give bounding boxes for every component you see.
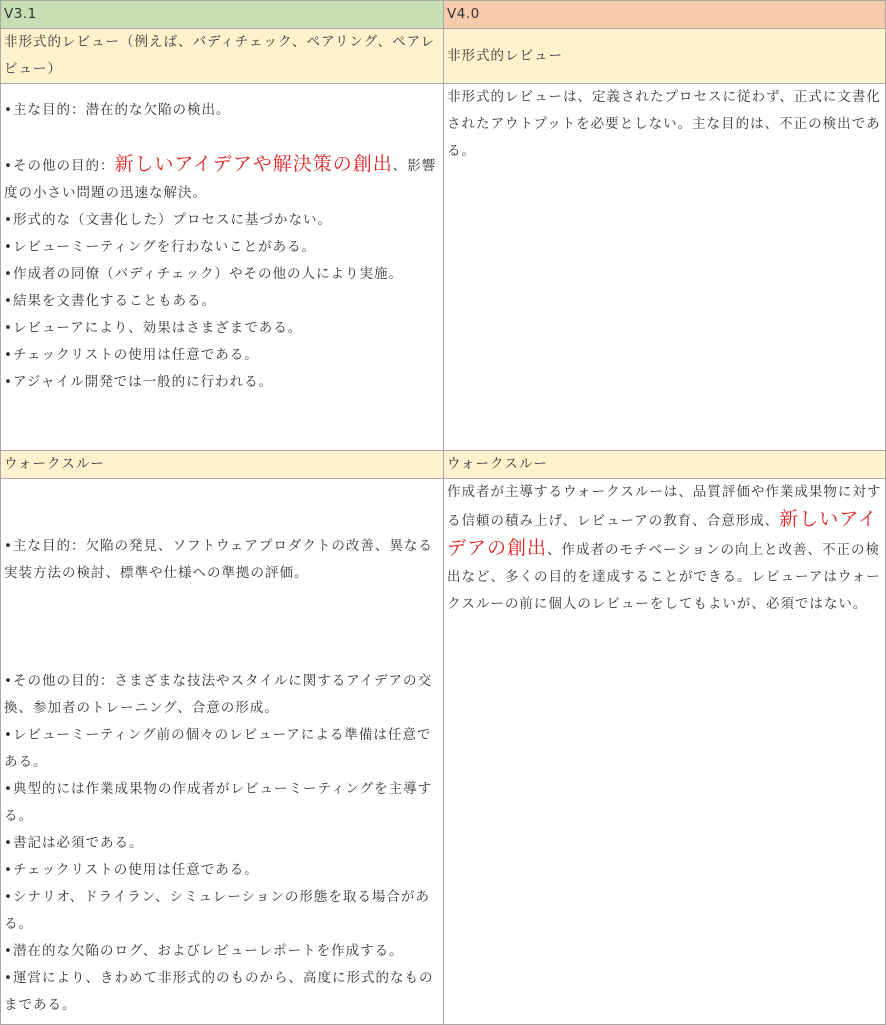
walkthrough-bullet: •主な目的：欠陥の発見、ソフトウェアプロダクトの改善、異なる実装方法の検討、標準や仕様への準拠の評価。 (4, 538, 433, 581)
informal-bullet: •レビューアにより、効果はさまざまである。 (4, 320, 303, 336)
v40-walkthrough-title: ウォークスルー (444, 451, 886, 479)
informal-bullet: •レビューミーティングを行わないことがある。 (4, 239, 317, 255)
v31-informal-content (1, 84, 444, 451)
v40-walkthrough-content (444, 479, 886, 1025)
walkthrough-content-row (1, 479, 886, 1025)
v31-header: V3.1 (1, 1, 444, 29)
walkthrough-bullet: •レビューミーティング前の個々のレビューアによる準備は任意である。 (4, 727, 432, 770)
v40-informal-title: 非形式的レビュー (444, 29, 886, 84)
version-header-row (1, 1, 886, 29)
walkthrough-title-row (1, 451, 886, 479)
v40-informal-text: 非形式的レビューは、定義されたプロセスに従わず、正式に文書化されたアウトプットを必要としない。主な目的は、不正の検出である。 (447, 89, 881, 159)
informal-bullet: •主な目的：潜在的な欠陥の検出。 (4, 102, 231, 118)
v31-informal-title: 非形式的レビュー（例えば、バディチェック、ペアリング、ペアレビュー） (1, 29, 444, 84)
informal-bullet: •チェックリストの使用は任意である。 (4, 347, 259, 363)
walkthrough-bullet: •潜在的な欠陥のログ、およびレビューレポートを作成する。 (4, 943, 404, 959)
v31-walkthrough-content (1, 479, 444, 1025)
v40-header: V4.0 (444, 1, 886, 29)
v40-informal-content (444, 84, 886, 451)
walkthrough-bullet: •典型的には作業成果物の作成者がレビューミーティングを主導する。 (4, 781, 433, 824)
informal-bullet: •アジャイル開発では一般的に行われる。 (4, 374, 274, 390)
walkthrough-bullet: •書記は必須である。 (4, 835, 144, 851)
walkthrough-bullet: •運営により、きわめて非形式的のものから、高度に形式的なものまである。 (4, 970, 434, 1013)
v40-walkthrough-text: 作成者が主導するウォークスルーは、品質評価や作業成果物に対する信頼の積み上げ、レビューアの教育、合意形成、新しいアイデアの創出、作成者のモチベーションの向上と改善、不正の検出など、多くの目的を達成することができる。レビューアはウォークスルーの前に個人のレビューをしてもよいが、必須ではない。 (447, 484, 882, 612)
informal-bullet: •作成者の同僚（バディチェック）やその他の人により実施。 (4, 266, 403, 282)
highlight-new-ideas: 新しいアイデアや解決策の創出 (114, 153, 393, 175)
highlight-new-ideas: 新しいアイデアの創出 (447, 508, 878, 559)
walkthrough-bullet: •シナリオ、ドライラン、シミュレーションの形態を取る場合がある。 (4, 889, 430, 932)
informal-bullet: •結果を文書化することもある。 (4, 293, 216, 309)
walkthrough-bullet: •その他の目的：さまざまな技法やスタイルに関するアイデアの交換、参加者のトレーニング、合意の形成。 (4, 673, 432, 716)
informal-review-content-row (1, 84, 886, 451)
informal-bullet: •形式的な（文書化した）プロセスに基づかない。 (4, 212, 332, 228)
walkthrough-bullet: •チェックリストの使用は任意である。 (4, 862, 259, 878)
informal-review-title-row (1, 29, 886, 84)
v31-walkthrough-title: ウォークスルー (1, 451, 444, 479)
informal-bullet: •その他の目的：新しいアイデアや解決策の創出、影響度の小さい問題の迅速な解決。 (4, 153, 437, 201)
